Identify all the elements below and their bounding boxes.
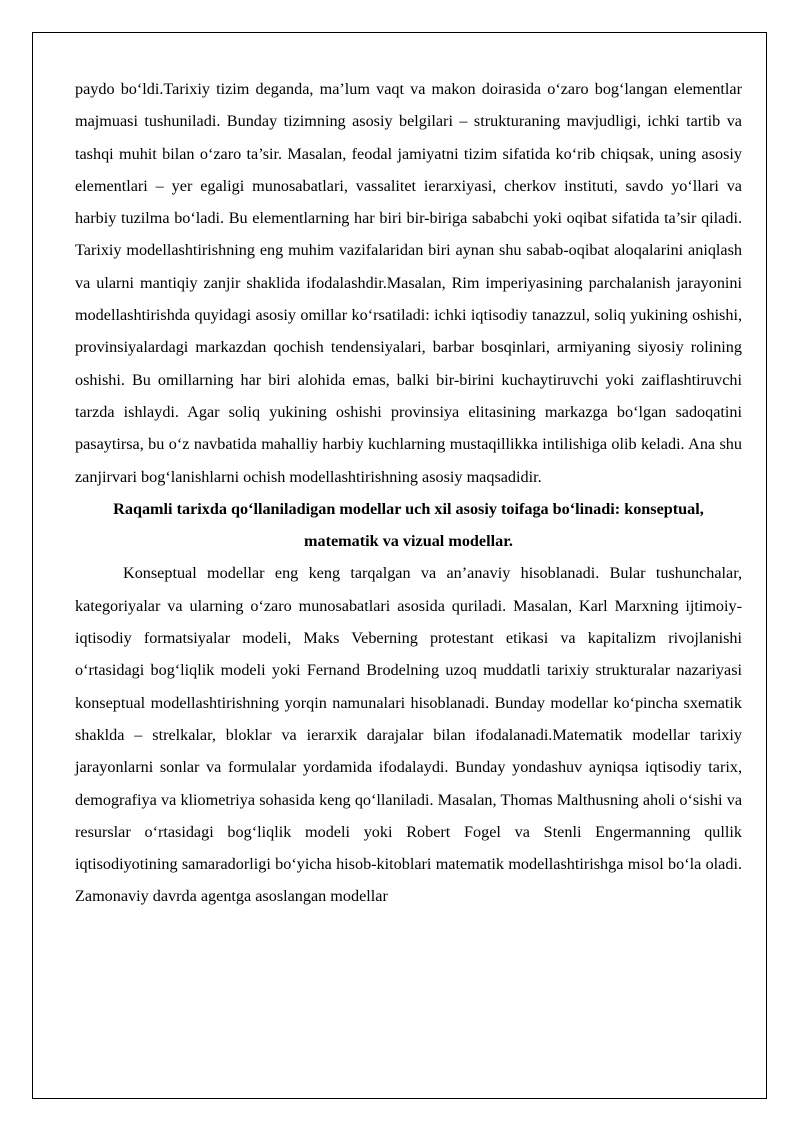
body-paragraph: Konseptual modellar eng keng tarqalgan va an’anaviy hisoblanadi. Bular tushunchalar, kategoriyalar va ularning o‘zaro munosabatlari asosida quriladi. Masalan, Karl Marxning ijtimoiy-iqtisodiy formatsiyalar modeli, Maks Veberning protestant etikasi va kapitalizm rivojlanishi o‘rtasidagi bog‘liqlik modeli yoki Fernand Brodelning uzoq muddatli tarixiy strukturalar nazariyasi konseptual modellashtirishning yorqin namunalari hisoblanadi. Bunday modellar ko‘pincha sxematik shaklda – strelkalar, bloklar va ierarxik darajalar bilan ifodalanadi.Matematik modellar tarixiy jarayonlarni sonlar va formulalar yordamida ifodalaydi. Bunday yondashuv ayniqsa iqtisodiy tarix, demografiya va kliometriya sohasida keng qo‘llaniladi. Masalan, Thomas Malthusning aholi o‘sishi va resurslar o‘rtasidagi bog‘liqlik modeli yoki Robert Fogel va Stenli Engermanning qullik iqtisodiyotining samaradorligi bo‘yicha hisob-kitoblari matematik modellashtirishga misol bo‘la oladi. Zamonaviy davrda agentga asoslangan modellar (75, 564, 742, 906)
body-paragraph: paydo bo‘ldi.Tarixiy tizim deganda, ma’lum vaqt va makon doirasida o‘zaro bog‘langan elementlar majmuasi tushuniladi. Bunday tizimning asosiy belgilari – strukturaning mavjudligi, ichki tartib va tashqi muhit bilan o‘zaro ta’sir. Masalan, feodal jamiyatni tizim sifatida ko‘rib chiqsak, uning asosiy elementlari – yer egaligi munosabatlari, vassalitet ierarxiyasi, cherkov instituti, savdo yo‘llari va harbiy tuzilma bo‘ladi. Bu elementlarning har biri bir-biriga sababchi yoki oqibat sifatida ta’sir qiladi. Tarixiy modellashtirishning eng muhim vazifalaridan biri aynan shu sabab-oqibat aloqalarini aniqlash va ularni mantiqiy zanjir shaklida ifodalashdir.Masalan, Rim imperiyasining parchalanish jarayonini modellashtirishda quyidagi asosiy omillar ko‘rsatiladi: ichki iqtisodiy tanazzul, soliq yukining oshishi, provinsiyalardagi markazdan qochish tendensiyalari, barbar bosqinlari, armiyaning siyosiy rolining oshishi. Bu omillarning har biri alohida emas, balki bir-birini kuchaytiruvchi yoki zaiflashtiruvchi tarzda ishlaydi. Agar soliq yukining oshishi provinsiya elitasining markazga bo‘lgan sadoqatini pasaytirsa, bu o‘z navbatida mahalliy harbiy kuchlarning mustaqillikka intilishiga olib keladi. Ana shu zanjirvari bog‘lanishlarni ochish modellashtirishning asosiy maqsadidir. (75, 80, 742, 486)
section-heading: Raqamli tarixda qo‘llaniladigan modellar uch xil asosiy toifaga bo‘linadi: konseptual, matematik va vizual modellar. (113, 499, 704, 551)
document-body (75, 73, 742, 913)
